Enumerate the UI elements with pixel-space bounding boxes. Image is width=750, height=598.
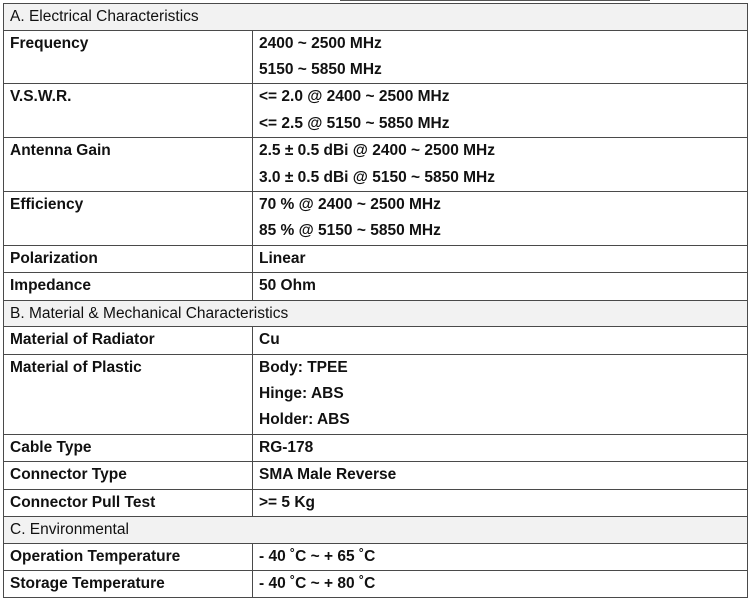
row-value: Holder: ABS bbox=[259, 411, 350, 429]
row-value: 85 % @ 5150 ~ 5850 MHz bbox=[259, 222, 441, 240]
section-header-row bbox=[4, 300, 748, 327]
section-header-row bbox=[4, 516, 748, 543]
row-value: - 40 ˚C ~ + 80 ˚C bbox=[259, 575, 376, 592]
row-value: Hinge: ABS bbox=[259, 385, 344, 402]
table-row bbox=[4, 354, 748, 434]
section-title: C. Environmental bbox=[4, 516, 748, 543]
row-label: Connector Pull Test bbox=[4, 489, 253, 516]
row-values bbox=[253, 192, 748, 246]
table-row bbox=[4, 138, 748, 192]
row-values bbox=[253, 138, 748, 192]
row-label: Cable Type bbox=[4, 434, 253, 461]
row-values bbox=[253, 245, 748, 272]
row-label: Antenna Gain bbox=[4, 138, 253, 192]
table-row bbox=[4, 84, 748, 138]
row-label: Material of Radiator bbox=[4, 327, 253, 354]
row-values bbox=[253, 354, 748, 434]
table-row bbox=[4, 434, 748, 461]
top-rule bbox=[340, 0, 650, 1]
row-value: Cu bbox=[259, 331, 280, 349]
row-label: Storage Temperature bbox=[4, 571, 253, 598]
row-label: Connector Type bbox=[4, 462, 253, 489]
row-values bbox=[253, 434, 748, 461]
row-label: Impedance bbox=[4, 273, 253, 300]
row-value: 3.0 ± 0.5 dBi @ 5150 ~ 5850 MHz bbox=[259, 168, 496, 186]
table-row bbox=[4, 30, 748, 84]
row-values bbox=[253, 84, 748, 138]
row-value: SMA Male Reverse bbox=[259, 466, 397, 484]
row-value: >= 5 Kg bbox=[259, 493, 315, 511]
row-values bbox=[253, 462, 748, 489]
row-label: V.S.W.R. bbox=[4, 84, 253, 138]
row-label: Polarization bbox=[4, 245, 253, 272]
table-row bbox=[4, 245, 748, 272]
row-value: <= 2.0 @ 2400 ~ 2500 MHz bbox=[259, 88, 450, 106]
row-values bbox=[253, 273, 748, 300]
spec-table bbox=[3, 3, 748, 598]
row-value: RG-178 bbox=[259, 438, 314, 456]
row-values bbox=[253, 543, 748, 570]
table-row bbox=[4, 571, 748, 598]
section-header-row bbox=[4, 4, 748, 31]
table-row bbox=[4, 543, 748, 570]
row-label: Efficiency bbox=[4, 192, 253, 246]
row-value: 50 Ohm bbox=[259, 277, 316, 295]
row-value: <= 2.5 @ 5150 ~ 5850 MHz bbox=[259, 114, 450, 132]
table-row bbox=[4, 327, 748, 354]
section-title: A. Electrical Characteristics bbox=[4, 4, 748, 31]
row-value: 70 % @ 2400 ~ 2500 MHz bbox=[259, 196, 441, 213]
section-title: B. Material & Mechanical Characteristics bbox=[4, 300, 748, 327]
row-value: Body: TPEE bbox=[259, 358, 348, 376]
row-value: Linear bbox=[259, 249, 306, 267]
table-row bbox=[4, 273, 748, 300]
row-values bbox=[253, 489, 748, 516]
row-value: 2.5 ± 0.5 dBi @ 2400 ~ 2500 MHz bbox=[259, 142, 496, 160]
row-values bbox=[253, 327, 748, 354]
row-label: Material of Plastic bbox=[4, 354, 253, 434]
row-label: Frequency bbox=[4, 30, 253, 84]
row-value: - 40 ˚C ~ + 65 ˚C bbox=[259, 547, 376, 565]
table-row bbox=[4, 192, 748, 246]
row-value: 5150 ~ 5850 MHz bbox=[259, 61, 382, 79]
table-row bbox=[4, 462, 748, 489]
table-row bbox=[4, 489, 748, 516]
row-values bbox=[253, 30, 748, 84]
row-values bbox=[253, 571, 748, 598]
row-label: Operation Temperature bbox=[4, 543, 253, 570]
row-value: 2400 ~ 2500 MHz bbox=[259, 34, 382, 52]
